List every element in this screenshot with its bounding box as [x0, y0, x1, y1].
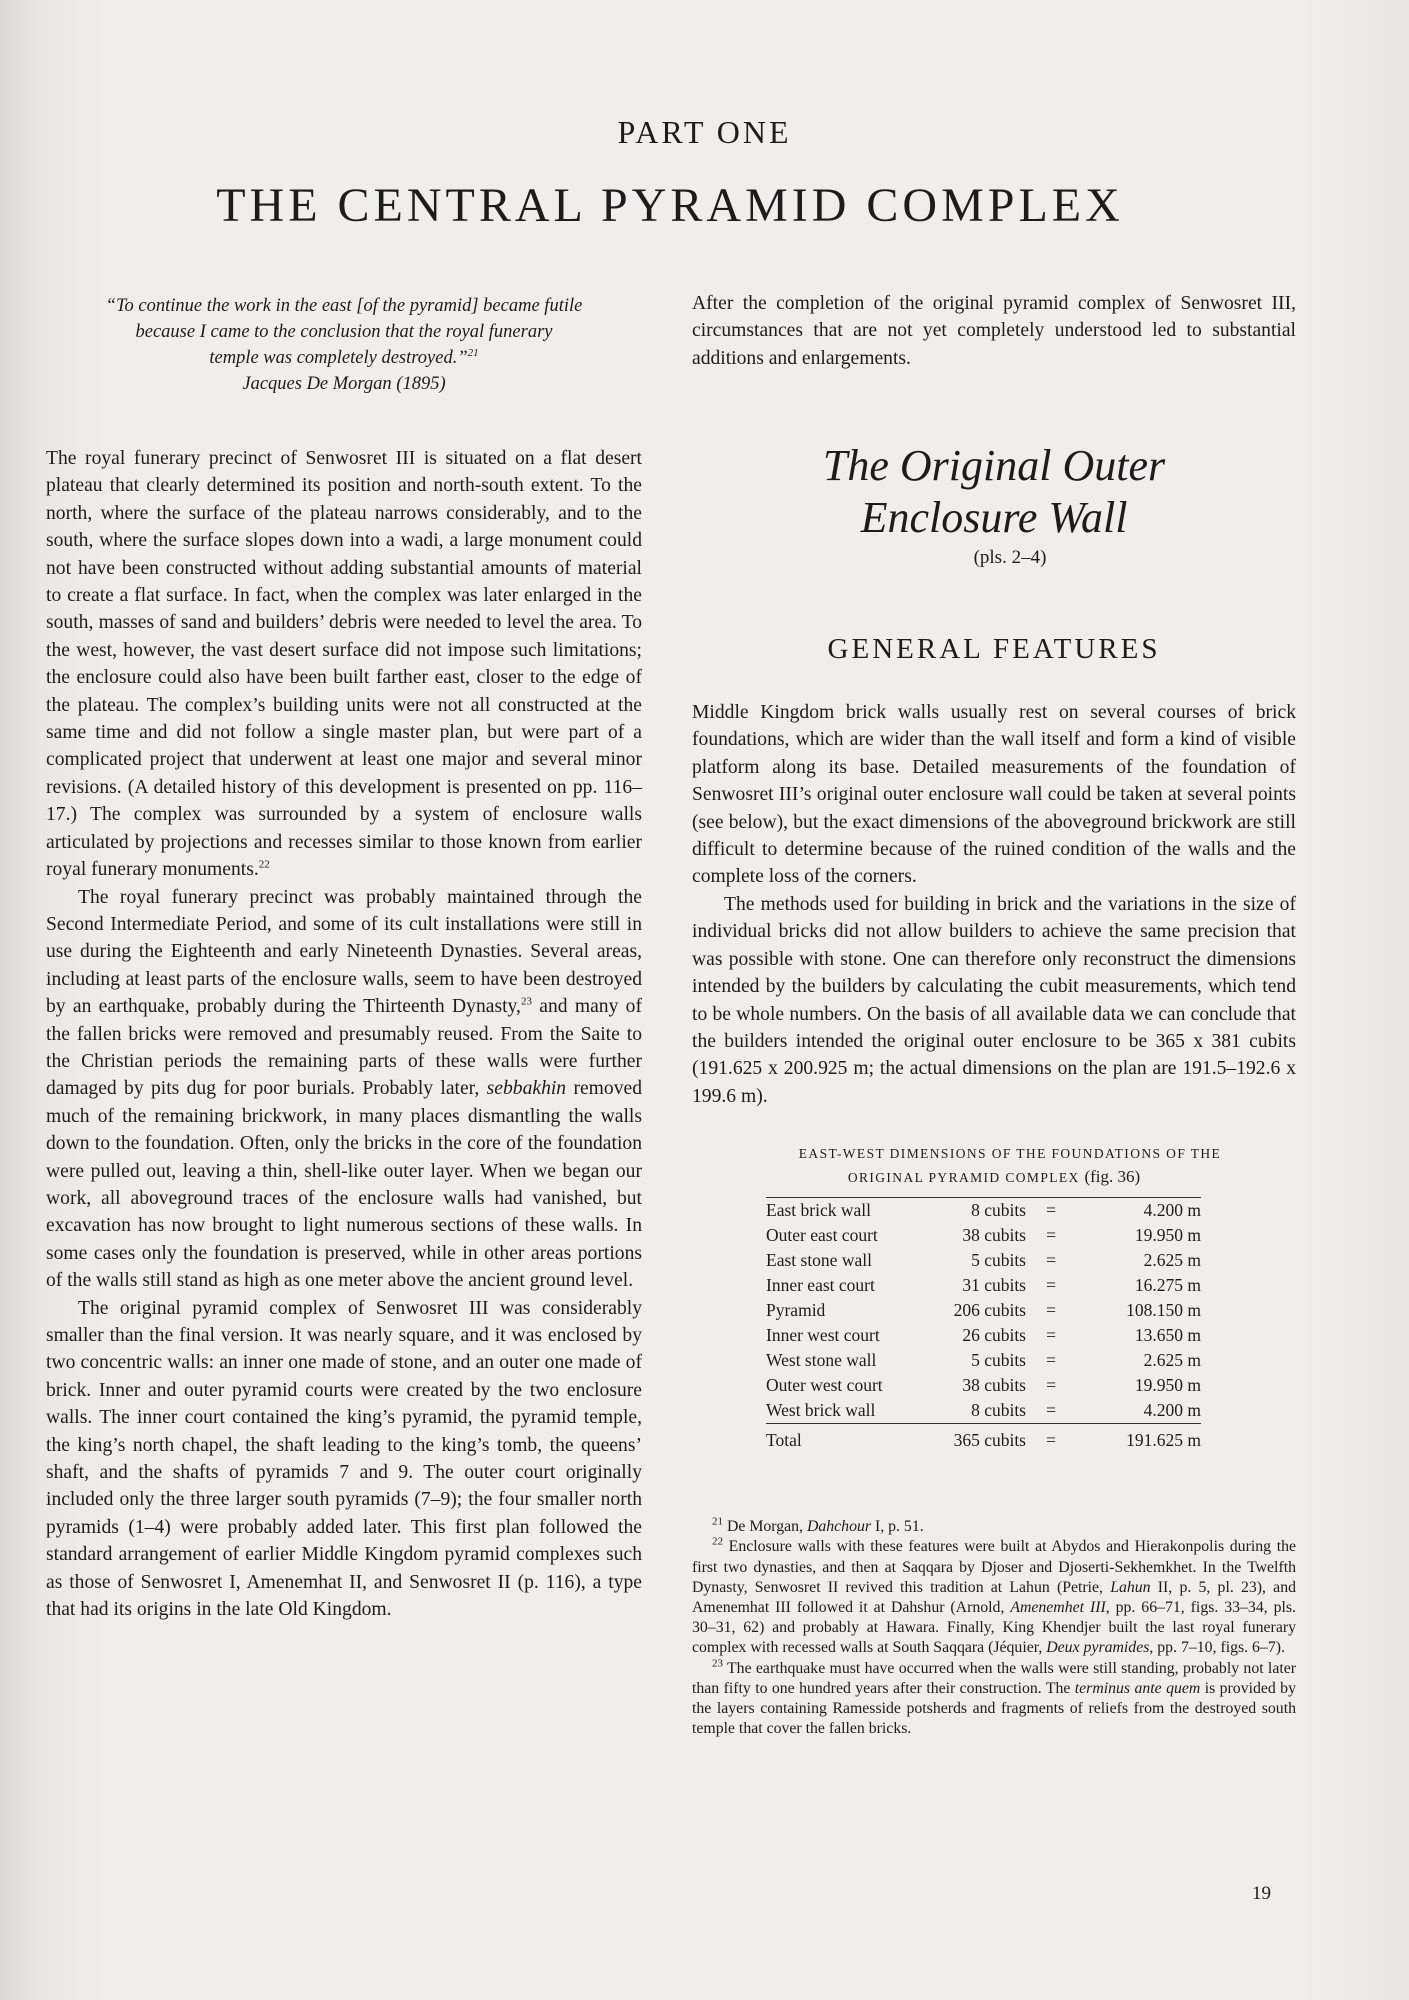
row-label: West brick wall — [766, 1400, 876, 1421]
footnote-text: Enclosure walls with these features were built at Abydos and Hierakonpolis during the first two dynasties, and then at Saqqara by Djoser and Djoserti-Sekhemkhet. In the Twelfth Dynasty, Senwosret II revived this tradition at Lahun (Petrie, — [692, 1538, 1296, 1596]
table-row — [766, 1348, 1201, 1373]
paragraph-text: and many of the fallen bricks were removed and presumably reused. From the Saite to the Christian periods the remaining parts of these walls were further damaged by pits dug for poor burials. Probably later, — [46, 996, 642, 1100]
table-row — [766, 1248, 1201, 1273]
section-title-line: Enclosure Wall — [860, 493, 1128, 543]
table-row — [766, 1323, 1201, 1348]
table-caption-line: ORIGINAL PYRAMID COMPLEX — [847, 1170, 1080, 1186]
left-column — [46, 445, 642, 1623]
table-row — [766, 1198, 1201, 1224]
footnote-number: 22 — [712, 1536, 723, 1549]
epigraph — [46, 293, 642, 397]
row-equals: = — [1046, 1325, 1056, 1346]
table-row — [766, 1373, 1201, 1398]
row-cubits: 31 cubits — [962, 1275, 1026, 1296]
row-meters: 19.950 m — [1134, 1375, 1201, 1396]
row-cubits: 26 cubits — [962, 1325, 1026, 1346]
section-title — [692, 440, 1296, 544]
paragraph: The original pyramid complex of Senwosret III was considerably smaller than the final version. It was nearly square, and it was enclosed by two concentric walls: an inner one made of stone, and an outer one made of brick. Inner and outer pyramid courts were created by the two enclosure walls. The inner court contained the king’s pyramid, the pyramid temple, the king’s north chapel, the shaft leading to the king’s tomb, the queens’ shaft, and the shafts of pyramids 7 and 9. The outer court originally included only the three larger south pyramids (7–9); the four smaller north pyramids (1–4) were probably added later. This first plan followed the standard arrangement of earlier Middle Kingdom pyramid complexes such as those of Senwosret I, Amenemhat II, and Senwosret II (p. 116), a type that had its origins in the late Old Kingdom. — [46, 1297, 642, 1621]
table-caption-line: EAST-WEST DIMENSIONS OF THE FOUNDATIONS OF THE — [798, 1146, 1222, 1162]
row-label: East stone wall — [766, 1250, 872, 1271]
paragraph — [46, 884, 642, 1295]
row-meters: 4.200 m — [1143, 1400, 1201, 1421]
subheading: GENERAL FEATURES — [827, 632, 1161, 665]
row-cubits: 38 cubits — [962, 1225, 1026, 1246]
row-meters: 4.200 m — [1143, 1200, 1201, 1221]
row-cubits: 38 cubits — [962, 1375, 1026, 1396]
part-heading: PART ONE — [617, 114, 792, 150]
footnote — [692, 1517, 1296, 1537]
row-meters: 13.650 m — [1134, 1325, 1201, 1346]
epigraph-line-text: temple was completely destroyed.” — [209, 348, 468, 368]
footnote-italic: Amenemhet III — [1010, 1598, 1106, 1616]
paragraph: After the completion of the original pyramid complex of Senwosret III, circumstances that are not yet completely understood led to substantial additions and enlargements. — [692, 293, 1296, 369]
footnote-text: II, p. 5, pl. 23), and Amenemhat III followed it at Dahshur (Arnold, — [692, 1578, 1296, 1616]
total-meters: 191.625 m — [1076, 1424, 1201, 1454]
page-title: THE CENTRAL PYRAMID COMPLEX — [216, 179, 1124, 232]
row-cubits: 8 cubits — [971, 1200, 1026, 1221]
footnote-italic: terminus ante quem — [1074, 1679, 1201, 1697]
row-meters: 2.625 m — [1143, 1350, 1201, 1371]
paragraph: Middle Kingdom brick walls usually rest on several courses of brick foundations, which are wider than the wall itself and form a kind of visible platform along its base. Detailed measurements of the foundation of Senwosret III’s original outer enclosure wall could be taken at several points (see below), but the exact dimensions of the aboveground brickwork are still difficult to determine because of the ruined condition of the walls and the complete loss of the corners. — [692, 702, 1296, 888]
dimensions-table — [766, 1197, 1201, 1453]
row-label: Outer east court — [766, 1225, 878, 1246]
footnote-ref: 22 — [258, 858, 270, 871]
footnote-italic: Dahchour — [806, 1518, 872, 1536]
row-label: Outer west court — [766, 1375, 883, 1396]
row-equals: = — [1046, 1375, 1056, 1396]
paragraph — [46, 445, 642, 884]
table-row — [766, 1398, 1201, 1424]
paragraph-italic: sebbakhin — [486, 1078, 567, 1100]
row-label: Inner east court — [766, 1275, 875, 1296]
footnote-ref: 23 — [520, 995, 532, 1008]
epigraph-line — [46, 345, 642, 371]
footnotes — [692, 1517, 1296, 1739]
footnote-text: , pp. 7–10, figs. 6–7). — [1149, 1639, 1285, 1657]
table-row — [766, 1273, 1201, 1298]
row-equals: = — [1046, 1400, 1056, 1421]
row-equals: = — [1046, 1250, 1056, 1271]
footnote-italic: Deux pyramides — [1046, 1639, 1150, 1657]
footnote-text: I, p. 51. — [871, 1518, 924, 1536]
footnote-text: is provided by the layers containing Ramesside potsherds and fragments of reliefs from the destroyed south temple that cover the fallen bricks. — [692, 1679, 1296, 1738]
table-caption-fig: (fig. 36) — [1084, 1167, 1141, 1187]
epigraph-author: Jacques De Morgan (1895) — [242, 374, 446, 394]
row-meters: 16.275 m — [1134, 1275, 1201, 1296]
paragraph-text: removed much of the remaining brickwork, in many places dismantling the walls down to the foundation. Often, only the bricks in the core of the foundation were pulled out, leaving a thin, shell-like outer layer. When we began our work, all aboveground traces of the enclosure walls had vanished, but excavation has now brought to light numerous sections of these walls. In some cases only the foundation is preserved, while in other areas portions of the walls still stand as high as one meter above the ancient ground level. — [46, 1078, 642, 1292]
total-equals: = — [1026, 1424, 1076, 1454]
row-equals: = — [1046, 1200, 1056, 1221]
footnote-text: The earthquake must have occurred when the walls were still standing, probably not later than fifty to one hundred years after their construction. The — [692, 1659, 1296, 1697]
row-equals: = — [1046, 1275, 1056, 1296]
footnote-number: 21 — [712, 1515, 723, 1528]
row-label: Inner west court — [766, 1325, 880, 1346]
row-label: West stone wall — [766, 1350, 877, 1371]
epigraph-line: “To continue the work in the east [of the pyramid] became futile — [105, 296, 583, 316]
footnote-text: , pp. 66–71, figs. 33–34, pls. 30–31, 62) and probably at Hawara. Finally, King Khendjer built the last royal funerary complex with recessed walls at South Saqqara (Jéquier, — [692, 1598, 1296, 1657]
footnote-text: De Morgan, — [723, 1518, 807, 1536]
row-meters: 2.625 m — [1143, 1250, 1201, 1271]
paragraph-text: The royal funerary precinct of Senwosret III is situated on a flat desert plateau that clearly determined its position and north-south extent. To the north, where the surface of the plateau narrows considerably, and to the south, where the surface slopes down into a wadi, a large monument could not have been constructed without adding substantial amounts of material to create a flat surface. In fact, when the complex was later enlarged in the south, masses of sand and builders’ debris were needed to level the area. To the west, however, the vast desert surface did not impose such limitations; the enclosure could also have been built farther east, closer to the edge of the plateau. The complex’s building units were not all constructed at the same time and did not follow a single master plan, but were part of a complicated project that underwent at least one major and several minor revisions. (A detailed history of this development is presented on pp. 116–17.) The complex was surrounded by a system of enclosure walls articulated by projections and recesses similar to those known from earlier royal funerary monuments. — [46, 448, 642, 881]
table-total-row — [766, 1424, 1201, 1454]
plates-reference: (pls. 2–4) — [973, 547, 1047, 569]
footnote — [692, 1537, 1296, 1658]
footnote-number: 23 — [712, 1657, 723, 1670]
paragraph: The methods used for building in brick and the variations in the size of individual bricks did not allow builders to achieve the same precision that was possible with stone. One can therefore only reconstruct the dimensions intended by the builders by calculating the cubit measurements, which tend to be whole numbers. On the basis of all available data we can conclude that the builders intended the original outer enclosure to be 365 x 381 cubits (191.625 x 200.925 m; the actual dimensions on the plan are 191.5–192.6 x 199.6 m). — [692, 893, 1296, 1107]
row-meters: 108.150 m — [1126, 1300, 1201, 1321]
paragraph-text: The royal funerary precinct was probably maintained through the Second Intermediate Period, and some of its cult installations were still in use during the Eighteenth and early Nineteenth Dynasties. Several areas, including at least parts of the enclosure walls, seem to have been destroyed by an earthquake, probably during the Thirteenth Dynasty, — [46, 886, 642, 1018]
row-meters: 19.950 m — [1134, 1225, 1201, 1246]
page-number: 19 — [1252, 1883, 1271, 1904]
row-cubits: 5 cubits — [971, 1250, 1026, 1271]
epigraph-line: because I came to the conclusion that the royal funerary — [135, 322, 553, 342]
right-column — [692, 290, 1296, 1739]
row-equals: = — [1046, 1225, 1056, 1246]
table-row — [766, 1223, 1201, 1248]
row-cubits: 206 cubits — [953, 1300, 1026, 1321]
section-title-line: The Original Outer — [822, 441, 1166, 491]
row-cubits: 5 cubits — [971, 1350, 1026, 1371]
row-cubits: 8 cubits — [971, 1400, 1026, 1421]
table-row — [766, 1298, 1201, 1323]
row-label: Pyramid — [766, 1300, 826, 1321]
row-label: East brick wall — [766, 1200, 871, 1221]
total-cubits: 365 cubits — [926, 1424, 1026, 1454]
footnote-italic: Lahun — [1110, 1578, 1151, 1596]
footnote — [692, 1659, 1296, 1740]
row-equals: = — [1046, 1300, 1056, 1321]
row-equals: = — [1046, 1350, 1056, 1371]
table-caption — [692, 1142, 1296, 1189]
footnote-ref: 21 — [467, 346, 479, 359]
total-label: Total — [766, 1424, 926, 1454]
